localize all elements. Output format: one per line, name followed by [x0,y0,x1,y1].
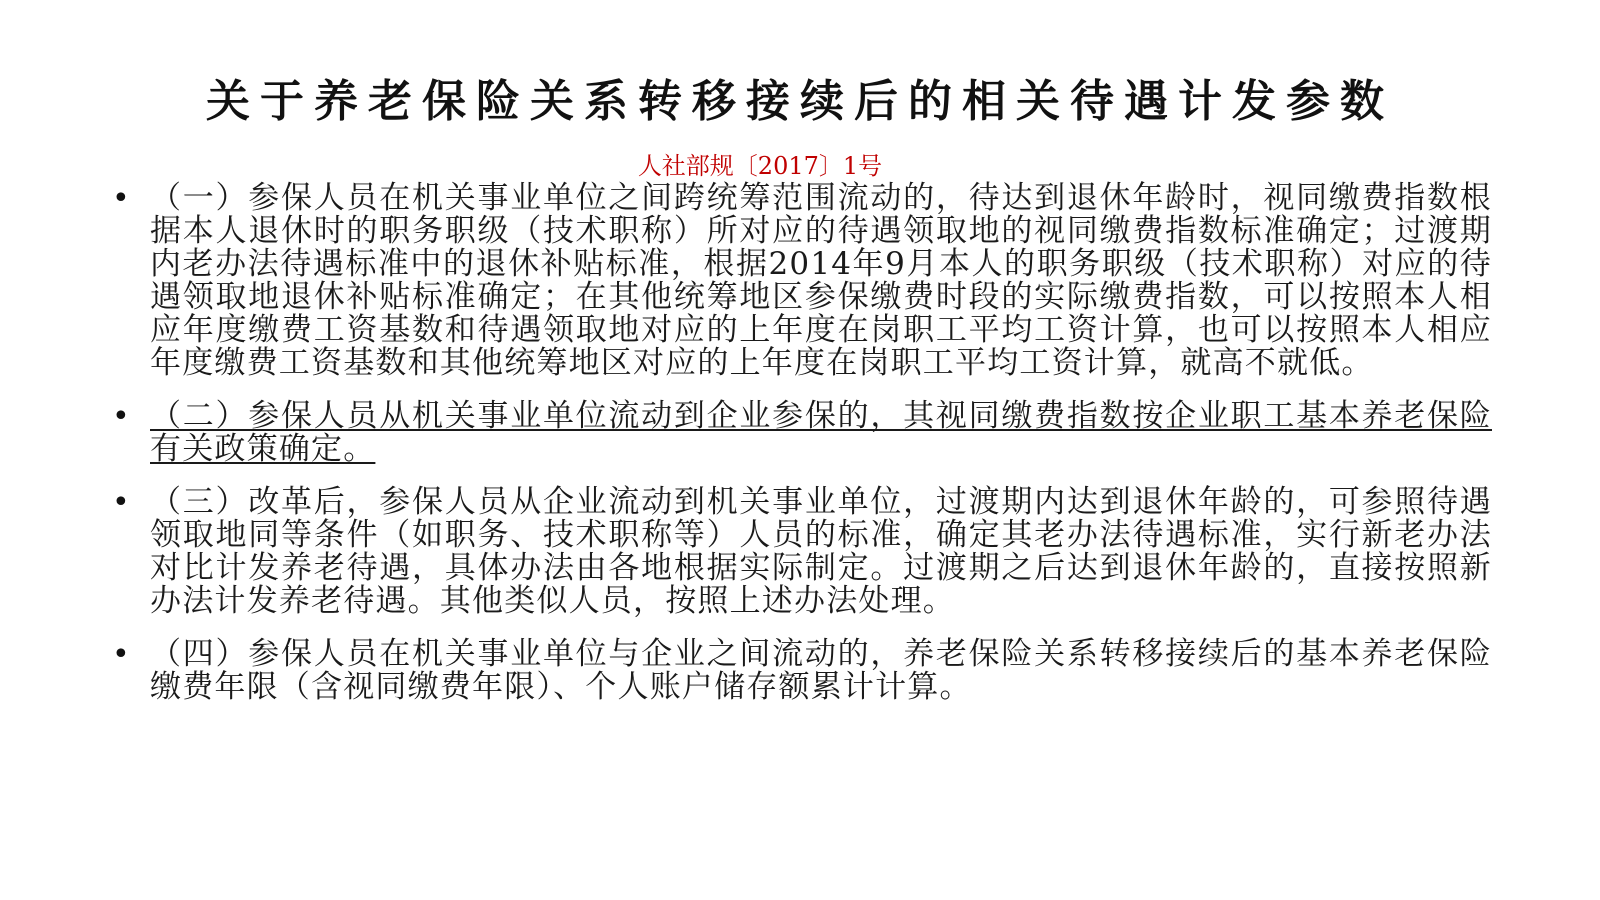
bullet-text: （二）参保人员从机关事业单位流动到企业参保的，其视同缴费指数按企业职工基本养老保险有关政策确定。 [150,398,1492,467]
bullet-text: （一）参保人员在机关事业单位之间跨统筹范围流动的，待达到退休年龄时，视同缴费指数根据本人退休时的职务职级（技术职称）所对应的待遇领取地的视同缴费指数标准确定；过渡期内老办法待遇标准中的退休补贴标准，根据2014年9月本人的职务职级（技术职称）对应的待遇领取地退休补贴标准确定；在其他统筹地区参保缴费时段的实际缴费指数，可以按照本人相应年度缴费工资基数和待遇领取地对应的上年度在岗职工平均工资计算，也可以按照本人相应年度缴费工资基数和其他统筹地区对应的上年度在岗职工平均工资计算，就高不就低。 [150,180,1492,381]
bullet-text: （三）改革后，参保人员从企业流动到机关事业单位，过渡期内达到退休年龄的，可参照待遇领取地同等条件（如职务、技术职称等）人员的标准，确定其老办法待遇标准，实行新老办法对比计发养老待遇，具体办法由各地根据实际制定。过渡期之后达到退休年龄的，直接按照新办法计发养老待遇。其他类似人员，按照上述办法处理。 [150,484,1492,619]
page-title: 关于养老保险关系转移接续后的相关待遇计发参数 [206,76,1394,127]
bullet-item-3 [112,486,1492,618]
bullet-text: （四）参保人员在机关事业单位与企业之间流动的，养老保险关系转移接续后的基本养老保险缴费年限（含视同缴费年限）、个人账户储存额累计计算。 [150,636,1492,705]
bullet-item-1 [112,182,1492,380]
bullet-item-4 [112,638,1492,704]
bullet-dot-icon: • [112,181,131,216]
bullet-dot-icon: • [112,637,131,672]
bullet-dot-icon: • [112,399,131,434]
bullet-item-2 [112,400,1492,466]
bullet-dot-icon: • [112,485,131,520]
bullet-list [112,182,1492,724]
document-number: 人社部规〔2017〕1号 [637,152,883,180]
